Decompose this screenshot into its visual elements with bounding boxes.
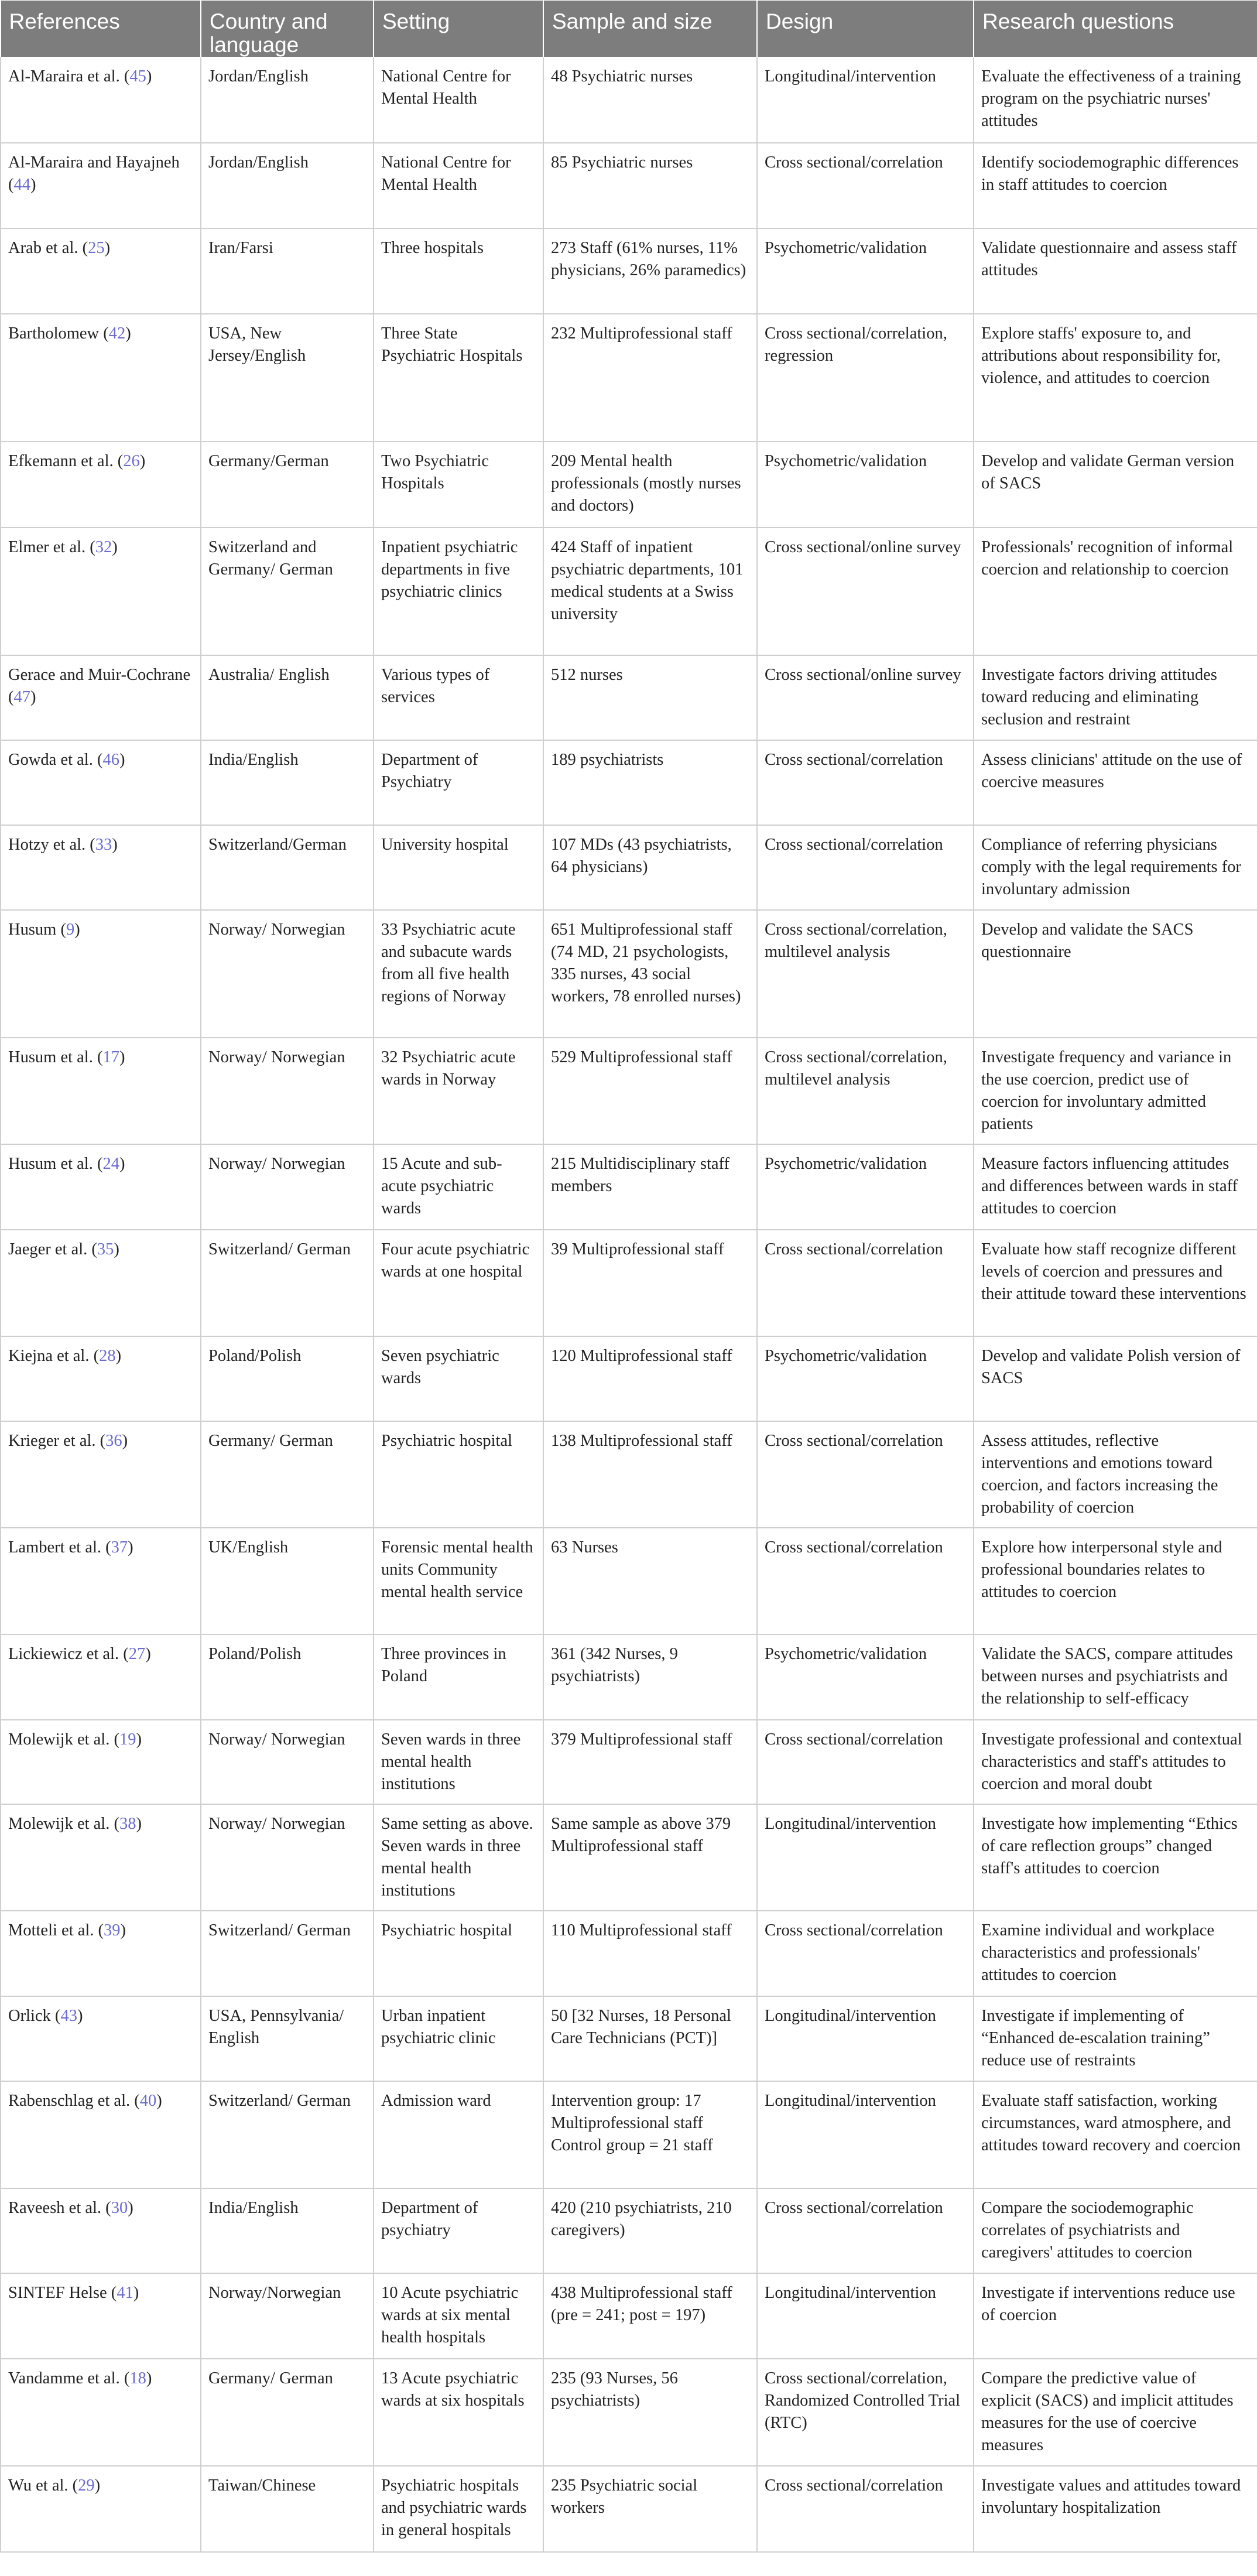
reference-close-paren: ): [94, 2476, 101, 2495]
cell-setting: Department of psychiatry: [374, 2188, 543, 2273]
cell-country-language: Norway/Norwegian: [201, 2273, 374, 2359]
cell-setting: 15 Acute and sub-acute psychiatric wards: [374, 1144, 543, 1230]
cell-design: Psychometric/validation: [757, 1144, 974, 1230]
cell-design: Cross sectional/correlation: [757, 2188, 974, 2273]
cell-reference: [1, 2188, 201, 2273]
reference-author: Husum (: [8, 920, 66, 939]
cell-design: Longitudinal/intervention: [757, 1804, 974, 1911]
cell-research-questions: Identify sociodemographic differences in staff attitudes to coercion: [974, 143, 1257, 228]
table-row: [1, 1144, 1257, 1230]
cell-setting: Three provinces in Poland: [374, 1634, 543, 1720]
cell-design: Cross sectional/correlation, Randomized Controlled Trial (RTC): [757, 2359, 974, 2466]
citation-link[interactable]: 18: [129, 2369, 146, 2387]
reference-close-paren: ): [30, 175, 36, 194]
reference-close-paren: ): [114, 1240, 119, 1258]
cell-design: Longitudinal/intervention: [757, 57, 974, 143]
cell-sample-size: 361 (342 Nurses, 9 psychiatrists): [543, 1634, 757, 1720]
reference-close-paren: ): [133, 2283, 139, 2302]
cell-design: Psychometric/validation: [757, 1634, 974, 1720]
reference-author: Kiejna et al. (: [8, 1346, 100, 1365]
citation-link[interactable]: 43: [60, 2006, 77, 2025]
citation-link[interactable]: 38: [119, 1814, 136, 1833]
reference-close-paren: ): [112, 538, 118, 556]
reference-close-paren: ): [104, 238, 111, 257]
table-row: [1, 528, 1257, 655]
reference-close-paren: ): [156, 2091, 162, 2110]
cell-reference: [1, 910, 201, 1038]
cell-setting: Urban inpatient psychiatric clinic: [374, 1996, 543, 2081]
header-sample-size: Sample and size: [543, 1, 757, 57]
table-row: [1, 1996, 1257, 2081]
table-row: [1, 1720, 1257, 1804]
table-row: [1, 314, 1257, 442]
cell-reference: [1, 1230, 201, 1336]
cell-setting: Three State Psychiatric Hospitals: [374, 314, 543, 442]
cell-sample-size: 110 Multiprofessional staff: [543, 1911, 757, 1996]
cell-research-questions: Assess clinicians' attitude on the use of coercive measures: [974, 740, 1257, 825]
reference-close-paren: ): [120, 1921, 126, 1939]
citation-link[interactable]: 29: [78, 2476, 95, 2495]
cell-design: Psychometric/validation: [757, 442, 974, 528]
table-row: [1, 1230, 1257, 1336]
reference-author: Jaeger et al. (: [8, 1240, 97, 1258]
cell-country-language: Germany/ German: [201, 1421, 374, 1528]
cell-research-questions: Compliance of referring physicians comply with the legal requirements for involuntary admission: [974, 825, 1257, 910]
citation-link[interactable]: 30: [111, 2198, 128, 2217]
table-row: [1, 2466, 1257, 2552]
cell-country-language: UK/English: [201, 1528, 374, 1634]
reference-author: Molewijk et al. (: [8, 1814, 119, 1833]
cell-country-language: Jordan/English: [201, 57, 374, 143]
reference-author: Lambert et al. (: [8, 1538, 111, 1556]
cell-reference: [1, 740, 201, 825]
cell-research-questions: Develop and validate German version of SACS: [974, 442, 1257, 528]
cell-research-questions: Professionals' recognition of informal coercion and relationship to coercion: [974, 528, 1257, 655]
reference-author: Husum et al. (: [8, 1154, 103, 1173]
cell-country-language: Iran/Farsi: [201, 228, 374, 314]
cell-setting: 10 Acute psychiatric wards at six mental health hospitals: [374, 2273, 543, 2359]
cell-research-questions: Investigate if interventions reduce use of coercion: [974, 2273, 1257, 2359]
reference-close-paren: ): [74, 920, 80, 939]
cell-research-questions: Validate the SACS, compare attitudes between nurses and psychiatrists and the relationship to self-efficacy: [974, 1634, 1257, 1720]
citation-link[interactable]: 37: [111, 1538, 128, 1556]
cell-design: Cross sectional/correlation, multilevel analysis: [757, 910, 974, 1038]
cell-sample-size: 232 Multiprofessional staff: [543, 314, 757, 442]
citation-link[interactable]: 35: [97, 1240, 114, 1258]
cell-setting: Psychiatric hospital: [374, 1911, 543, 1996]
cell-sample-size: Intervention group: 17 Multiprofessional staff Control group = 21 staff: [543, 2081, 757, 2188]
cell-design: Psychometric/validation: [757, 1336, 974, 1421]
cell-reference: [1, 1996, 201, 2081]
reference-close-paren: ): [146, 67, 152, 85]
cell-research-questions: Compare the predictive value of explicit (SACS) and implicit attitudes measures for the use of coercive measures: [974, 2359, 1257, 2466]
table-row: [1, 910, 1257, 1038]
cell-setting: National Centre for Mental Health: [374, 143, 543, 228]
reference-author: Motteli et al. (: [8, 1921, 104, 1939]
reference-author: Hotzy et al. (: [8, 835, 95, 854]
cell-design: Longitudinal/intervention: [757, 2081, 974, 2188]
reference-close-paren: ): [119, 1048, 125, 1066]
cell-country-language: Poland/Polish: [201, 1634, 374, 1720]
reference-author: Bartholomew (: [8, 324, 109, 343]
header-country-language: Country and language: [201, 1, 374, 57]
cell-sample-size: 209 Mental health professionals (mostly nurses and doctors): [543, 442, 757, 528]
cell-reference: [1, 1634, 201, 1720]
cell-sample-size: Same sample as above 379 Multiprofessional staff: [543, 1804, 757, 1911]
table-row: [1, 1336, 1257, 1421]
header-setting: Setting: [374, 1, 543, 57]
reference-close-paren: ): [122, 1431, 128, 1450]
citation-link[interactable]: 45: [129, 67, 146, 85]
table-row: [1, 1911, 1257, 1996]
citation-link[interactable]: 40: [139, 2091, 157, 2110]
cell-reference: [1, 655, 201, 740]
cell-reference: [1, 1720, 201, 1804]
cell-setting: Department of Psychiatry: [374, 740, 543, 825]
table-row: [1, 228, 1257, 314]
cell-sample-size: 50 [32 Nurses, 18 Personal Care Technicians (PCT)]: [543, 1996, 757, 2081]
cell-reference: [1, 2359, 201, 2466]
cell-design: Cross sectional/correlation: [757, 825, 974, 910]
cell-research-questions: Investigate factors driving attitudes toward reducing and eliminating seclusion and restraint: [974, 655, 1257, 740]
cell-sample-size: 120 Multiprofessional staff: [543, 1336, 757, 1421]
reference-close-paren: ): [145, 1644, 151, 1663]
cell-setting: Inpatient psychiatric departments in five psychiatric clinics: [374, 528, 543, 655]
reference-close-paren: ): [30, 687, 36, 706]
cell-sample-size: 379 Multiprofessional staff: [543, 1720, 757, 1804]
reference-close-paren: ): [128, 1538, 133, 1556]
reference-author: Gowda et al. (: [8, 750, 103, 769]
reference-author: Orlick (: [8, 2006, 61, 2025]
citation-link[interactable]: 42: [108, 324, 126, 343]
table-row: [1, 57, 1257, 143]
cell-research-questions: Investigate professional and contextual characteristics and staff's attitudes to coercion and moral doubt: [974, 1720, 1257, 1804]
cell-setting: National Centre for Mental Health: [374, 57, 543, 143]
reference-author: Elmer et al. (: [8, 538, 95, 556]
citation-link[interactable]: 24: [102, 1154, 119, 1173]
table-row: [1, 2359, 1257, 2466]
reference-close-paren: ): [77, 2006, 83, 2025]
cell-research-questions: Investigate how implementing “Ethics of care reflection groups” changed staff's attitudes to coercion: [974, 1804, 1257, 1911]
reference-author: Husum et al. (: [8, 1048, 103, 1066]
cell-country-language: Switzerland and Germany/ German: [201, 528, 374, 655]
reference-author: Wu et al. (: [8, 2476, 78, 2495]
cell-research-questions: Explore how interpersonal style and professional boundaries relates to attitudes to coercion: [974, 1528, 1257, 1634]
cell-sample-size: 63 Nurses: [543, 1528, 757, 1634]
cell-reference: [1, 2466, 201, 2552]
cell-design: Psychometric/validation: [757, 228, 974, 314]
citation-link[interactable]: 17: [102, 1048, 119, 1066]
reference-close-paren: ): [119, 750, 125, 769]
cell-country-language: Norway/ Norwegian: [201, 1144, 374, 1230]
cell-sample-size: 424 Staff of inpatient psychiatric departments, 101 medical students at a Swiss university: [543, 528, 757, 655]
cell-research-questions: Measure factors influencing attitudes and differences between wards in staff attitudes to coercion: [974, 1144, 1257, 1230]
cell-research-questions: Examine individual and workplace characteristics and professionals' attitudes to coercion: [974, 1911, 1257, 1996]
cell-research-questions: Develop and validate the SACS questionnaire: [974, 910, 1257, 1038]
citation-link[interactable]: 39: [104, 1921, 121, 1939]
cell-setting: Seven psychiatric wards: [374, 1336, 543, 1421]
header-design: Design: [757, 1, 974, 57]
citation-link[interactable]: 44: [13, 175, 30, 194]
cell-setting: 33 Psychiatric acute and subacute wards from all five health regions of Norway: [374, 910, 543, 1038]
citation-link[interactable]: 9: [66, 920, 75, 939]
table-row: [1, 1634, 1257, 1720]
reference-close-paren: ): [139, 451, 146, 470]
cell-country-language: Australia/ English: [201, 655, 374, 740]
reference-author: Rabenschlag et al. (: [8, 2091, 140, 2110]
table-body: [1, 57, 1257, 2552]
cell-sample-size: 48 Psychiatric nurses: [543, 57, 757, 143]
cell-design: Cross sectional/correlation, regression: [757, 314, 974, 442]
cell-design: Cross sectional/correlation: [757, 740, 974, 825]
cell-research-questions: Validate questionnaire and assess staff attitudes: [974, 228, 1257, 314]
cell-reference: [1, 57, 201, 143]
cell-reference: [1, 528, 201, 655]
cell-country-language: Norway/ Norwegian: [201, 1804, 374, 1911]
cell-research-questions: Compare the sociodemographic correlates of psychiatrists and caregivers' attitudes to coercion: [974, 2188, 1257, 2273]
reference-author: Molewijk et al. (: [8, 1730, 119, 1749]
citation-link[interactable]: 32: [95, 538, 112, 556]
cell-setting: Psychiatric hospital: [374, 1421, 543, 1528]
cell-design: Cross sectional/correlation: [757, 1230, 974, 1336]
cell-design: Cross sectional/online survey: [757, 655, 974, 740]
cell-research-questions: Evaluate staff satisfaction, working circumstances, ward atmosphere, and attitudes toward recovery and coercion: [974, 2081, 1257, 2188]
citation-link[interactable]: 41: [117, 2283, 133, 2302]
cell-design: Cross sectional/correlation: [757, 1528, 974, 1634]
citation-link[interactable]: 46: [102, 750, 119, 769]
cell-setting: Forensic mental health units Community mental health service: [374, 1528, 543, 1634]
cell-sample-size: 529 Multiprofessional staff: [543, 1038, 757, 1144]
table-row: [1, 442, 1257, 528]
cell-reference: [1, 228, 201, 314]
table-row: [1, 655, 1257, 740]
cell-reference: [1, 1421, 201, 1528]
cell-reference: [1, 1528, 201, 1634]
reference-author: Efkemann et al. (: [8, 451, 124, 470]
reference-author: Al-Maraira et al. (: [8, 67, 130, 85]
cell-country-language: Germany/German: [201, 442, 374, 528]
reference-close-paren: ): [112, 835, 118, 854]
cell-reference: [1, 2081, 201, 2188]
cell-reference: [1, 1804, 201, 1911]
cell-reference: [1, 1911, 201, 1996]
cell-country-language: Norway/ Norwegian: [201, 1038, 374, 1144]
cell-setting: 13 Acute psychiatric wards at six hospitals: [374, 2359, 543, 2466]
cell-sample-size: 512 nurses: [543, 655, 757, 740]
reference-author: Al-Maraira and Hayajneh (: [8, 153, 180, 194]
reference-author: Gerace and Muir-Cochrane (: [8, 665, 191, 706]
reference-close-paren: ): [136, 1730, 142, 1749]
cell-sample-size: 39 Multiprofessional staff: [543, 1230, 757, 1336]
citation-link[interactable]: 47: [13, 687, 30, 706]
cell-setting: Four acute psychiatric wards at one hospital: [374, 1230, 543, 1336]
reference-close-paren: ): [119, 1154, 125, 1173]
cell-research-questions: Investigate frequency and variance in the use coercion, predict use of coercion for involuntary admitted patients: [974, 1038, 1257, 1144]
cell-design: Longitudinal/intervention: [757, 1996, 974, 2081]
cell-sample-size: 273 Staff (61% nurses, 11% physicians, 26% paramedics): [543, 228, 757, 314]
cell-country-language: Germany/ German: [201, 2359, 374, 2466]
cell-design: Cross sectional/correlation: [757, 1911, 974, 1996]
cell-sample-size: 138 Multiprofessional staff: [543, 1421, 757, 1528]
cell-setting: Various types of services: [374, 655, 543, 740]
cell-sample-size: 235 Psychiatric social workers: [543, 2466, 757, 2552]
cell-sample-size: 235 (93 Nurses, 56 psychiatrists): [543, 2359, 757, 2466]
table-row: [1, 1528, 1257, 1634]
table-row: [1, 2081, 1257, 2188]
cell-setting: Three hospitals: [374, 228, 543, 314]
cell-research-questions: Investigate if implementing of “Enhanced de-escalation training” reduce use of restraints: [974, 1996, 1257, 2081]
citation-link[interactable]: 26: [123, 451, 140, 470]
cell-country-language: Switzerland/ German: [201, 1230, 374, 1336]
reference-author: SINTEF Helse (: [8, 2283, 117, 2302]
table-row: [1, 1038, 1257, 1144]
cell-design: Cross sectional/correlation: [757, 1720, 974, 1804]
cell-reference: [1, 2273, 201, 2359]
cell-setting: Seven wards in three mental health institutions: [374, 1720, 543, 1804]
cell-design: Cross sectional/correlation: [757, 1421, 974, 1528]
cell-setting: Psychiatric hospitals and psychiatric wards in general hospitals: [374, 2466, 543, 2552]
reference-close-paren: ): [146, 2369, 152, 2387]
cell-country-language: Jordan/English: [201, 143, 374, 228]
header-row: [1, 1, 1257, 57]
table-row: [1, 1421, 1257, 1528]
cell-country-language: Norway/ Norwegian: [201, 910, 374, 1038]
citation-link[interactable]: 27: [128, 1644, 146, 1663]
reference-author: Vandamme et al. (: [8, 2369, 130, 2387]
cell-research-questions: Explore staffs' exposure to, and attributions about responsibility for, violence, and attitudes to coercion: [974, 314, 1257, 442]
cell-research-questions: Evaluate how staff recognize different levels of coercion and pressures and their attitude toward these interventions: [974, 1230, 1257, 1336]
cell-country-language: USA, New Jersey/English: [201, 314, 374, 442]
cell-design: Cross sectional/online survey: [757, 528, 974, 655]
cell-country-language: Poland/Polish: [201, 1336, 374, 1421]
cell-research-questions: Evaluate the effectiveness of a training program on the psychiatric nurses' attitudes: [974, 57, 1257, 143]
cell-setting: Two Psychiatric Hospitals: [374, 442, 543, 528]
table-row: [1, 825, 1257, 910]
citation-link[interactable]: 25: [88, 238, 105, 257]
cell-sample-size: 189 psychiatrists: [543, 740, 757, 825]
cell-country-language: Switzerland/ German: [201, 1911, 374, 1996]
cell-sample-size: 215 Multidisciplinary staff members: [543, 1144, 757, 1230]
citation-link[interactable]: 36: [105, 1431, 122, 1450]
cell-sample-size: 107 MDs (43 psychiatrists, 64 physicians): [543, 825, 757, 910]
cell-sample-size: 85 Psychiatric nurses: [543, 143, 757, 228]
cell-reference: [1, 442, 201, 528]
cell-reference: [1, 314, 201, 442]
reference-author: Lickiewicz et al. (: [8, 1644, 129, 1663]
table-row: [1, 2273, 1257, 2359]
reference-author: Krieger et al. (: [8, 1431, 106, 1450]
cell-design: Cross sectional/correlation: [757, 143, 974, 228]
reference-close-paren: ): [128, 2198, 133, 2217]
cell-sample-size: 438 Multiprofessional staff (pre = 241; post = 197): [543, 2273, 757, 2359]
cell-country-language: Switzerland/German: [201, 825, 374, 910]
cell-country-language: Taiwan/Chinese: [201, 2466, 374, 2552]
cell-reference: [1, 825, 201, 910]
cell-sample-size: 651 Multiprofessional staff (74 MD, 21 psychologists, 335 nurses, 43 social workers, 78 enrolled nurses): [543, 910, 757, 1038]
cell-country-language: Switzerland/ German: [201, 2081, 374, 2188]
table-row: [1, 1804, 1257, 1911]
table-row: [1, 740, 1257, 825]
cell-research-questions: Investigate values and attitudes toward involuntary hospitalization: [974, 2466, 1257, 2552]
cell-research-questions: Develop and validate Polish version of SACS: [974, 1336, 1257, 1421]
cell-country-language: USA, Pennsylvania/ English: [201, 1996, 374, 2081]
cell-country-language: Norway/ Norwegian: [201, 1720, 374, 1804]
cell-reference: [1, 1336, 201, 1421]
cell-setting: University hospital: [374, 825, 543, 910]
reference-author: Raveesh et al. (: [8, 2198, 111, 2217]
header-references: References: [1, 1, 201, 57]
cell-country-language: India/English: [201, 740, 374, 825]
citation-link[interactable]: 28: [99, 1346, 116, 1365]
cell-sample-size: 420 (210 psychiatrists, 210 caregivers): [543, 2188, 757, 2273]
table-row: [1, 2188, 1257, 2273]
cell-setting: 32 Psychiatric acute wards in Norway: [374, 1038, 543, 1144]
cell-design: Longitudinal/intervention: [757, 2273, 974, 2359]
reference-close-paren: ): [115, 1346, 122, 1365]
cell-design: Cross sectional/correlation, multilevel analysis: [757, 1038, 974, 1144]
cell-reference: [1, 1038, 201, 1144]
cell-reference: [1, 143, 201, 228]
reference-author: Arab et al. (: [8, 238, 88, 257]
cell-setting: Admission ward: [374, 2081, 543, 2188]
citation-link[interactable]: 19: [119, 1730, 136, 1749]
citation-link[interactable]: 33: [95, 835, 112, 854]
cell-setting: Same setting as above. Seven wards in three mental health institutions: [374, 1804, 543, 1911]
cell-reference: [1, 1144, 201, 1230]
cell-design: Cross sectional/correlation: [757, 2466, 974, 2552]
cell-research-questions: Assess attitudes, reflective interventions and emotions toward coercion, and factors increasing the probability of coercion: [974, 1421, 1257, 1528]
table-row: [1, 143, 1257, 228]
header-research-questions: Research questions: [974, 1, 1257, 57]
cell-country-language: India/English: [201, 2188, 374, 2273]
reference-close-paren: ): [125, 324, 131, 343]
reference-close-paren: ): [136, 1814, 142, 1833]
